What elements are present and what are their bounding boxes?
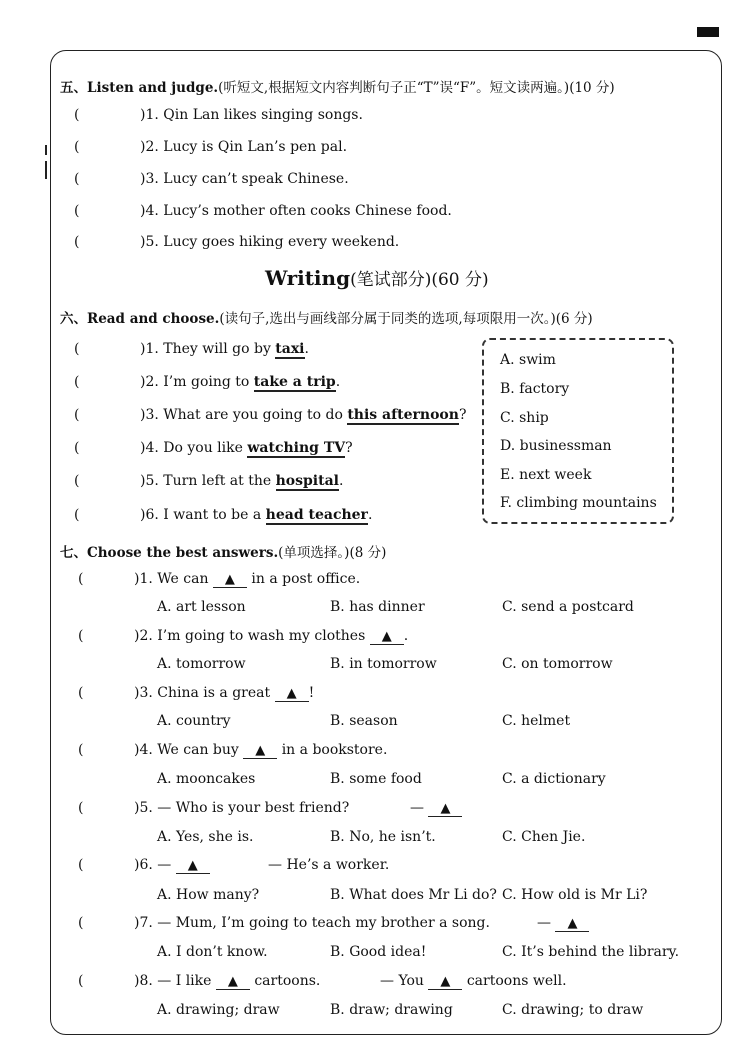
q6-option-c[interactable]: C. How old is Mr Li? xyxy=(502,887,648,903)
answer-paren[interactable]: ( xyxy=(74,107,80,123)
question-text: cartoons well. xyxy=(466,973,567,989)
item-punct: . xyxy=(304,341,309,357)
question-text: )8. — I like xyxy=(134,973,212,989)
answer-paren[interactable]: ( xyxy=(78,628,84,644)
blank-marker: ▲ xyxy=(428,802,462,817)
question-text: )2. I’m going to wash my clothes xyxy=(134,628,366,644)
option-d: D. businessman xyxy=(500,438,612,454)
item-text: )4. Lucy’s mother often cooks Chinese food. xyxy=(140,203,452,219)
item-text: )6. I want to be a xyxy=(140,507,266,523)
s7-question-7 xyxy=(78,915,490,931)
item-text: )2. Lucy is Qin Lan’s pen pal. xyxy=(140,139,348,155)
s5-item-5 xyxy=(74,234,399,250)
question-text: — You xyxy=(380,973,424,989)
q3-option-c[interactable]: C. helmet xyxy=(502,713,571,729)
section5-title: 五、Listen and judge. xyxy=(60,80,219,96)
answer-paren[interactable]: ( xyxy=(74,374,80,390)
binding-marks xyxy=(45,145,48,181)
s5-item-1 xyxy=(74,107,363,123)
answer-paren[interactable]: ( xyxy=(78,571,84,587)
section6-heading xyxy=(60,307,593,327)
item-text: )5. Lucy goes hiking every weekend. xyxy=(140,234,400,250)
blank-marker: ▲ xyxy=(176,859,210,874)
item-text: )1. They will go by xyxy=(140,341,276,357)
blank-marker: ▲ xyxy=(370,630,404,645)
s5-item-2 xyxy=(74,139,347,155)
option-a: A. swim xyxy=(500,352,556,368)
q8-option-a[interactable]: A. drawing; draw xyxy=(157,1002,280,1018)
section7-heading xyxy=(60,541,386,561)
item-punct: . xyxy=(367,507,373,523)
q2-option-c[interactable]: C. on tomorrow xyxy=(502,656,613,672)
answer-paren[interactable]: ( xyxy=(78,800,84,816)
q2-option-a[interactable]: A. tomorrow xyxy=(157,656,246,672)
writing-title: Writing xyxy=(265,266,351,290)
q1-option-b[interactable]: B. has dinner xyxy=(330,599,425,615)
underlined-phrase: this afternoon xyxy=(347,407,459,423)
answer-paren[interactable]: ( xyxy=(74,440,80,456)
s7-question-3 xyxy=(78,685,314,702)
answer-paren[interactable]: ( xyxy=(74,341,80,357)
option-box xyxy=(482,338,674,524)
q4-option-b[interactable]: B. some food xyxy=(330,771,422,787)
writing-note: (笔试部分)(60 分) xyxy=(350,270,489,290)
question-text: in a bookstore. xyxy=(281,742,388,758)
underlined-phrase: watching TV xyxy=(247,440,346,456)
s7-question-1 xyxy=(78,571,360,588)
q1-option-a[interactable]: A. art lesson xyxy=(157,599,246,615)
answer-paren[interactable]: ( xyxy=(74,407,80,423)
q7-option-b[interactable]: B. Good idea! xyxy=(330,944,427,960)
s7-q5-reply xyxy=(410,800,462,817)
q4-option-a[interactable]: A. mooncakes xyxy=(157,771,256,787)
q6-option-b[interactable]: B. What does Mr Li do? xyxy=(330,887,497,903)
s5-item-4 xyxy=(74,203,452,219)
q7-option-c[interactable]: C. It’s behind the library. xyxy=(502,944,680,960)
underlined-phrase: taxi xyxy=(275,341,305,357)
answer-paren[interactable]: ( xyxy=(78,742,84,758)
question-text: . xyxy=(403,628,409,644)
blank-marker: ▲ xyxy=(213,573,247,588)
writing-heading xyxy=(265,265,489,290)
section7-instruction: (单项选择。)(8 分) xyxy=(278,545,387,561)
item-punct: ? xyxy=(458,407,467,423)
q4-option-c[interactable]: C. a dictionary xyxy=(502,771,606,787)
section5-heading xyxy=(60,76,615,96)
q3-option-b[interactable]: B. season xyxy=(330,713,398,729)
s7-question-5 xyxy=(78,800,349,816)
q5-option-b[interactable]: B. No, he isn’t. xyxy=(330,829,436,845)
option-e: E. next week xyxy=(500,467,592,483)
question-text: )3. China is a great xyxy=(134,685,271,701)
q5-option-a[interactable]: A. Yes, she is. xyxy=(157,829,254,845)
answer-paren[interactable]: ( xyxy=(74,139,80,155)
option-b: B. factory xyxy=(500,381,570,397)
s7-question-8 xyxy=(78,973,320,990)
underlined-phrase: head teacher xyxy=(265,507,368,523)
item-text: )3. Lucy can’t speak Chinese. xyxy=(140,171,349,187)
q8-option-b[interactable]: B. draw; drawing xyxy=(330,1002,453,1018)
question-text: cartoons. xyxy=(254,973,321,989)
blank-marker: ▲ xyxy=(275,687,309,702)
answer-paren[interactable]: ( xyxy=(74,203,80,219)
q7-option-a[interactable]: A. I don’t know. xyxy=(157,944,268,960)
q1-option-c[interactable]: C. send a postcard xyxy=(502,599,634,615)
answer-paren[interactable]: ( xyxy=(74,171,80,187)
item-punct: ? xyxy=(345,440,353,456)
s7-q6-reply: — He’s a worker. xyxy=(268,857,390,873)
s7-question-4 xyxy=(78,742,387,759)
s6-item-1 xyxy=(74,341,309,357)
s6-item-6 xyxy=(74,507,372,523)
blank-marker: ▲ xyxy=(555,917,589,932)
underlined-phrase: take a trip xyxy=(253,374,336,390)
q8-option-c[interactable]: C. drawing; to draw xyxy=(502,1002,644,1018)
q3-option-a[interactable]: A. country xyxy=(157,713,231,729)
s6-item-2 xyxy=(74,374,340,390)
s7-question-6 xyxy=(78,857,210,874)
section6-title: 六、Read and choose. xyxy=(60,311,220,327)
underlined-phrase: hospital xyxy=(275,473,339,489)
item-text: )1. Qin Lan likes singing songs. xyxy=(140,107,363,123)
blank-marker: ▲ xyxy=(216,975,250,990)
answer-paren[interactable]: ( xyxy=(74,507,80,523)
s6-item-3 xyxy=(74,407,466,423)
item-text: )3. What are you going to do xyxy=(140,407,348,423)
item-text: )4. Do you like xyxy=(140,440,248,456)
item-punct: . xyxy=(338,473,344,489)
question-text: ! xyxy=(308,685,315,701)
q2-option-b[interactable]: B. in tomorrow xyxy=(330,656,437,672)
page-corner-mark xyxy=(697,27,719,37)
s6-item-5 xyxy=(74,473,343,489)
dash-mark: — xyxy=(537,915,551,931)
section6-instruction: (读句子,选出与画线部分属于同类的选项,每项限用一次。)(6 分) xyxy=(219,311,593,327)
question-text: )5. — Who is your best friend? xyxy=(134,800,350,816)
s7-q7-reply xyxy=(537,915,589,932)
question-text: )6. — xyxy=(134,857,172,873)
q6-option-a[interactable]: A. How many? xyxy=(157,887,260,903)
answer-paren[interactable]: ( xyxy=(74,473,80,489)
answer-paren[interactable]: ( xyxy=(78,973,84,989)
item-punct: . xyxy=(335,374,341,390)
s7-q8-reply xyxy=(380,973,567,990)
s7-question-2 xyxy=(78,628,408,645)
q5-option-c[interactable]: C. Chen Jie. xyxy=(502,829,586,845)
section7-title: 七、Choose the best answers. xyxy=(60,545,279,561)
s6-item-4 xyxy=(74,440,353,456)
question-text: )1. We can xyxy=(134,571,209,587)
answer-paren[interactable]: ( xyxy=(78,915,84,931)
answer-paren[interactable]: ( xyxy=(78,685,84,701)
answer-paren[interactable]: ( xyxy=(74,234,80,250)
blank-marker: ▲ xyxy=(428,975,462,990)
option-c: C. ship xyxy=(500,410,549,426)
blank-marker: ▲ xyxy=(243,744,277,759)
answer-paren[interactable]: ( xyxy=(78,857,84,873)
s5-item-3 xyxy=(74,171,349,187)
question-text: in a post office. xyxy=(251,571,361,587)
option-f: F. climbing mountains xyxy=(500,495,657,511)
item-text: )5. Turn left at the xyxy=(140,473,276,489)
question-text: )4. We can buy xyxy=(134,742,239,758)
item-text: )2. I’m going to xyxy=(140,374,254,390)
section5-instruction: (听短文,根据短文内容判断句子正“T”误“F”。短文读两遍。)(10 分) xyxy=(218,80,615,96)
question-text: )7. — Mum, I’m going to teach my brother a song. xyxy=(134,915,490,931)
dash-mark: — xyxy=(410,800,424,816)
